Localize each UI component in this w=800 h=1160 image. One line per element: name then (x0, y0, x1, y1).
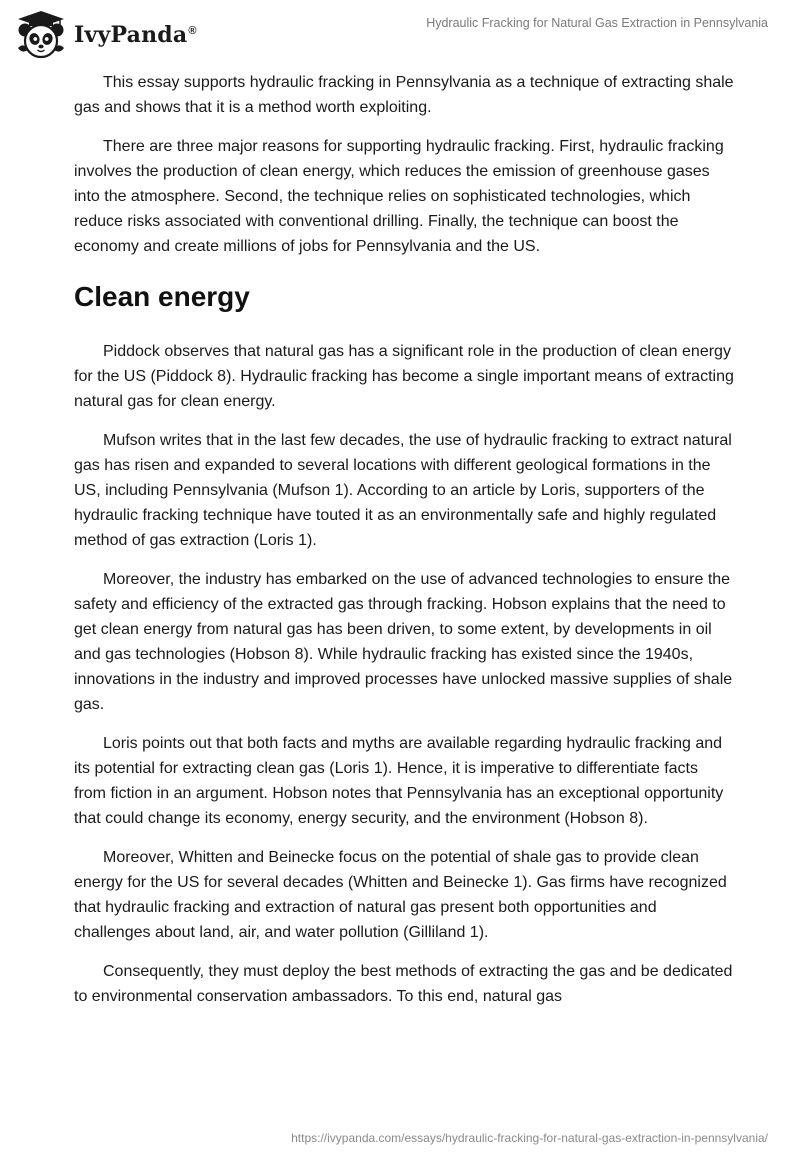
section-paragraph: Moreover, the industry has embarked on the use of advanced technologies to ensure the safety and efficiency of the extracted gas through fracking. Hobson explains that the need to get clean energy from natural gas has been driven, to some extent, by developments in oil and gas technologies (Hobson 8). While hydraulic fracking has existed since the 1940s, innovations in the industry and improved processes have unlocked massive supplies of shale gas. (74, 571, 733, 713)
brand-name: IvyPanda (74, 22, 188, 48)
section-paragraph: Moreover, Whitten and Beinecke focus on the potential of shale gas to provide clean energy for the US for several decades (Whitten and Beinecke 1). Gas firms have recognized that hydraulic fracking and extraction of natural gas present both opportunities and challenges about land, air, and water pollution (Gilliland 1). (74, 849, 727, 941)
registered-mark: ® (188, 24, 197, 37)
section-paragraph: Loris points out that both facts and myths are available regarding hydraulic fracking and its potential for extracting clean gas (Loris 1). Hence, it is imperative to differentiate facts from fiction in an argument. Hobson notes that Pennsylvania has an exceptional opportunity that could change its economy, energy security, and the environment (Hobson 8). (74, 735, 724, 827)
page-header (0, 0, 800, 70)
section-paragraph: Mufson writes that in the last few decades, the use of hydraulic fracking to extract natural gas has risen and expanded to several locations with different geological formations in the US, including Pennsylvania (Mufson 1). According to an article by Loris, supporters of the hydraulic fracking technique have touted it as an environmentally safe and highly regulated method of gas extraction (Loris 1). (74, 432, 732, 549)
essay-body (74, 70, 734, 1023)
section-paragraph: Consequently, they must deploy the best methods of extracting the gas and be dedicated to environmental conservation ambassadors. To this end, natural gas (74, 963, 733, 1005)
panda-graduate-logo-icon (14, 8, 68, 62)
intro-paragraph: This essay supports hydraulic fracking in Pennsylvania as a technique of extracting shale gas and shows that it is a method worth exploiting. (74, 74, 734, 116)
logo-wordmark (74, 22, 197, 48)
section-heading: Clean energy (74, 281, 250, 312)
document-title: Hydraulic Fracking for Natural Gas Extraction in Pennsylvania (426, 16, 768, 30)
intro-paragraph: There are three major reasons for supporting hydraulic fracking. First, hydraulic fracking involves the production of clean energy, which reduces the emission of greenhouse gases into the atmosphere. Second, the technique relies on sophisticated technologies, which reduce risks associated with conventional drilling. Finally, the technique can boost the economy and create millions of jobs for Pennsylvania and the US. (74, 138, 724, 255)
ivypanda-logo[interactable] (14, 8, 197, 62)
source-url[interactable]: https://ivypanda.com/essays/hydraulic-fracking-for-natural-gas-extraction-in-pennsylvania/ (291, 1131, 768, 1145)
section-paragraph: Piddock observes that natural gas has a significant role in the production of clean energy for the US (Piddock 8). Hydraulic fracking has become a single important means of extracting natural gas for clean energy. (74, 343, 734, 410)
